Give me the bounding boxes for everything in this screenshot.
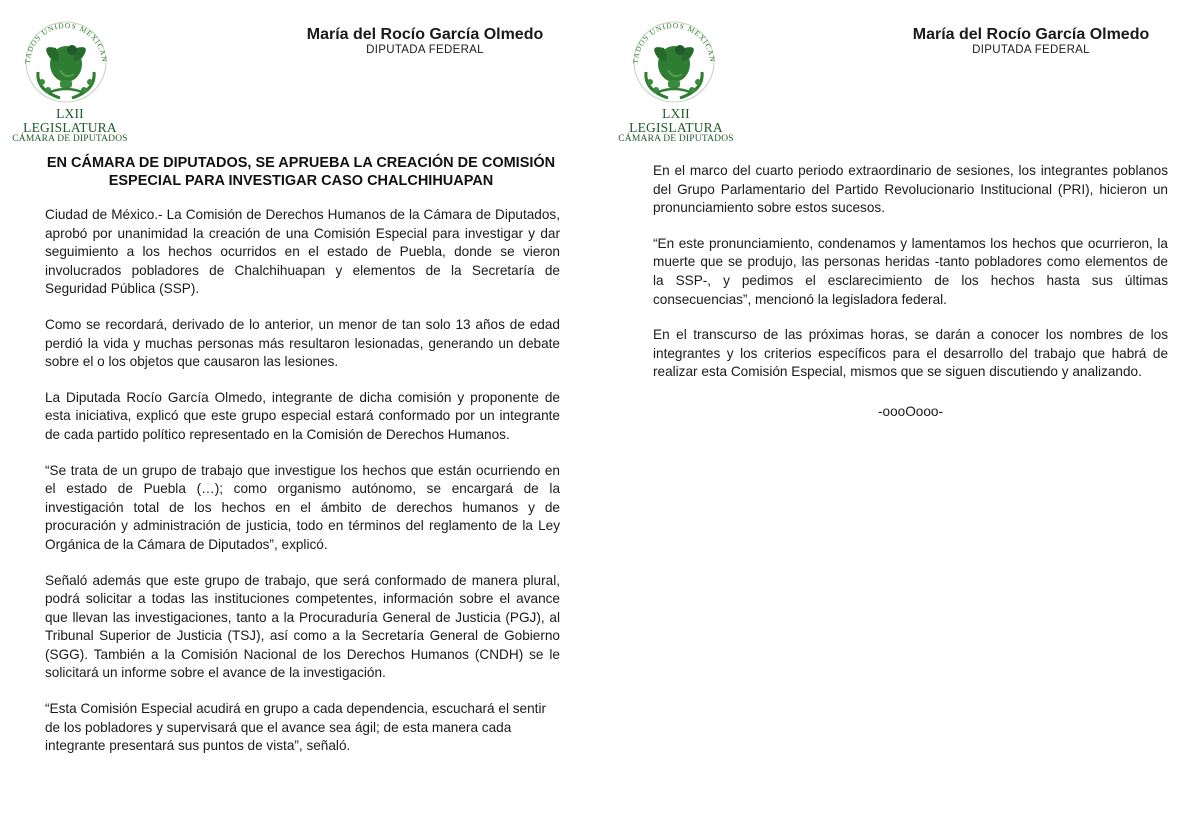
author-name: María del Rocío García Olmedo (306, 26, 544, 43)
mexican-coat-of-arms-seal-icon (628, 14, 720, 106)
author-role: DIPUTADA FEDERAL (366, 43, 484, 56)
paragraph: Ciudad de México.- La Comisión de Derechos Humanos de la Cámara de Diputados, aprobó por unanimidad la creación de una Comisión Especial para investigar y dar seguimiento a los hechos ocurridos en el estado de Puebla, donde se vieron involucrados pobladores de Chalchihuapan y elementos de la Secretaría de Seguridad Pública (SSP). (45, 207, 560, 297)
press-release-headline: EN CÁMARA DE DIPUTADOS, SE APRUEBA LA CREACIÓN DE COMISIÓN ESPECIAL PARA INVESTIGAR CASO CHALCHIHUAPAN (46, 155, 556, 189)
paragraph: “Esta Comisión Especial acudirá en grupo a cada dependencia, escuchará el sentir de los pobladores y supervisará que el avance sea ágil; de esta manera cada integrante presentará sus puntos de vista”, señaló. (45, 701, 546, 754)
paragraph: En el marco del cuarto periodo extraordinario de sesiones, los integrantes poblanos del Grupo Parlamentario del Partido Revolucionario Institucional (PRI), hicieron un pronunciamiento sobre estos sucesos. (653, 163, 1168, 216)
legislature-title: LXII LEGISLATURA (23, 106, 117, 136)
svg-text:ESTADOS UNIDOS MEXICANOS: TADOS UNIDOS MEXICAN (22, 20, 110, 64)
page-2-body (653, 162, 1168, 399)
author-name: María del Rocío García Olmedo (912, 26, 1150, 43)
paragraph: Señaló además que este grupo de trabajo, que será conformado de manera plural, podrá solicitar a todas las instituciones competentes, información sobre el avance que llevan las investigaciones, tanto a la Procuraduría General de Justicia (PGJ), al Tribunal Superior de Justicia (TSJ), así como a la Secretaría General de Gobierno (SGG). También a la Comisión Nacional de los Derechos Humanos (CNDH) se le solicitará un informe sobre el avance de la investigación. (45, 572, 560, 681)
paragraph: La Diputada Rocío García Olmedo, integrante de dicha comisión y proponente de esta iniciativa, explicó que este grupo especial estará conformado por un integrante de cada partido político representado en la Comisión de Derechos Humanos. (45, 389, 560, 442)
author-block (290, 26, 560, 56)
closing-mark: -oooOooo- (878, 404, 943, 419)
paragraph: Como se recordará, derivado de lo anterior, un menor de tan solo 13 años de edad perdió la vida y muchas personas más resultaron lesionadas, generando un debate sobre el o los objetos que causaron las lesiones. (45, 316, 560, 370)
legislature-title: LXII LEGISLATURA (629, 106, 723, 136)
document-page-2 (600, 0, 1200, 826)
chamber-title: CÁMARA DE DIPUTADOS (12, 134, 128, 145)
paragraph: “En este pronunciamiento, condenamos y lamentamos los hechos que ocurrieron, la muerte que se produjo, las personas heridas -tanto pobladores como elementos de la SSP-, y pedimos el esclarecimiento de los hechos hasta sus últimas consecuencias”, mencionó la legisladora federal. (653, 235, 1168, 307)
paragraph: En el transcurso de las próximas horas, se darán a conocer los nombres de los integrantes y los criterios específicos para el desarrollo del trabajo que habrá de realizar esta Comisión Especial, mismos que se siguen discutiendo y analizando. (653, 327, 1168, 380)
mexican-coat-of-arms-seal-icon (20, 14, 112, 106)
author-block (896, 26, 1166, 56)
svg-text:ESTADOS UNIDOS MEXICANOS: TADOS UNIDOS MEXICAN (630, 20, 718, 64)
legislature-label (616, 107, 736, 145)
page-1-body (45, 206, 560, 773)
chamber-title: CÁMARA DE DIPUTADOS (618, 134, 734, 145)
legislature-label (10, 107, 130, 145)
author-role: DIPUTADA FEDERAL (972, 43, 1090, 56)
paragraph: “Se trata de un grupo de trabajo que investigue los hechos que están ocurriendo en el estado de Puebla (…); como organismo autónomo, se encargará de la investigación total de los hechos en el ámbito de derechos humanos y de procuración y administración de justicia, todo en términos del reglamento de la Ley Orgánica de la Cámara de Diputados”, explicó. (45, 462, 560, 552)
